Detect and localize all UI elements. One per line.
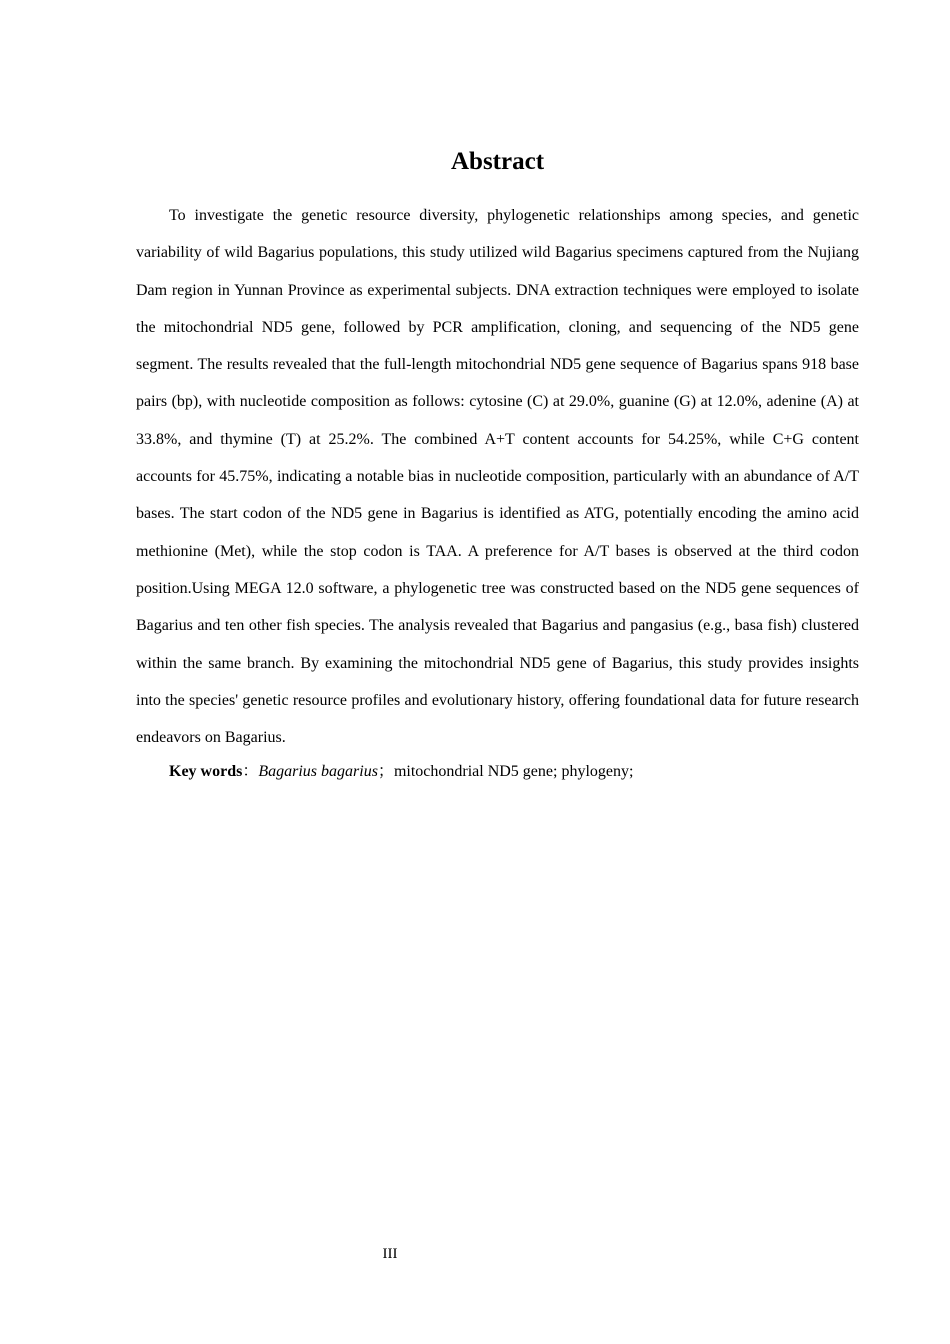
keywords-separator-2: ； xyxy=(377,763,394,780)
keywords-rest: mitochondrial ND5 gene; phylogeny; xyxy=(393,763,634,780)
keywords-separator: ： xyxy=(242,763,259,780)
abstract-body: To investigate the genetic resource diversity, phylogenetic relationships among species, and genetic variability of wild Bagarius populations, this study utilized wild Bagarius specimens captured from the Nujiang Dam region in Yunnan Province as experimental subjects. DNA extraction techniques were employed to isolate the mitochondrial ND5 gene, followed by PCR amplification, cloning, and sequencing of the ND5 gene segment. The results revealed that the full-length mitochondrial ND5 gene sequence of Bagarius spans 918 base pairs (bp), with nucleotide composition as follows: cytosine (C) at 29.0%, guanine (G) at 12.0%, adenine (A) at 33.8%, and thymine (T) at 25.2%. The combined A+T content accounts for 54.25%, while C+G content accounts for 45.75%, indicating a notable bias in nucleotide composition, particularly with an abundance of A/T bases. The start codon of the ND5 gene in Bagarius is identified as ATG, potentially encoding the amino acid methionine (Met), while the stop codon is TAA. A preference for A/T bases is observed at the third codon position.Using MEGA 12.0 software, a phylogenetic tree was constructed based on the ND5 gene sequences of Bagarius and ten other fish species. The analysis revealed that Bagarius and pangasius (e.g., basa fish) clustered within the same branch. By examining the mitochondrial ND5 gene of Bagarius, this study provides insights into the species' genetic resource profiles and evolutionary history, offering foundational data for future research endeavors on Bagarius. xyxy=(136,207,859,747)
keywords-species: Bagarius bagarius xyxy=(258,763,378,780)
keywords-line xyxy=(169,757,859,787)
keywords-label: Key words xyxy=(169,763,243,780)
page-number: III xyxy=(382,1246,398,1262)
abstract-title: Abstract xyxy=(450,148,545,175)
